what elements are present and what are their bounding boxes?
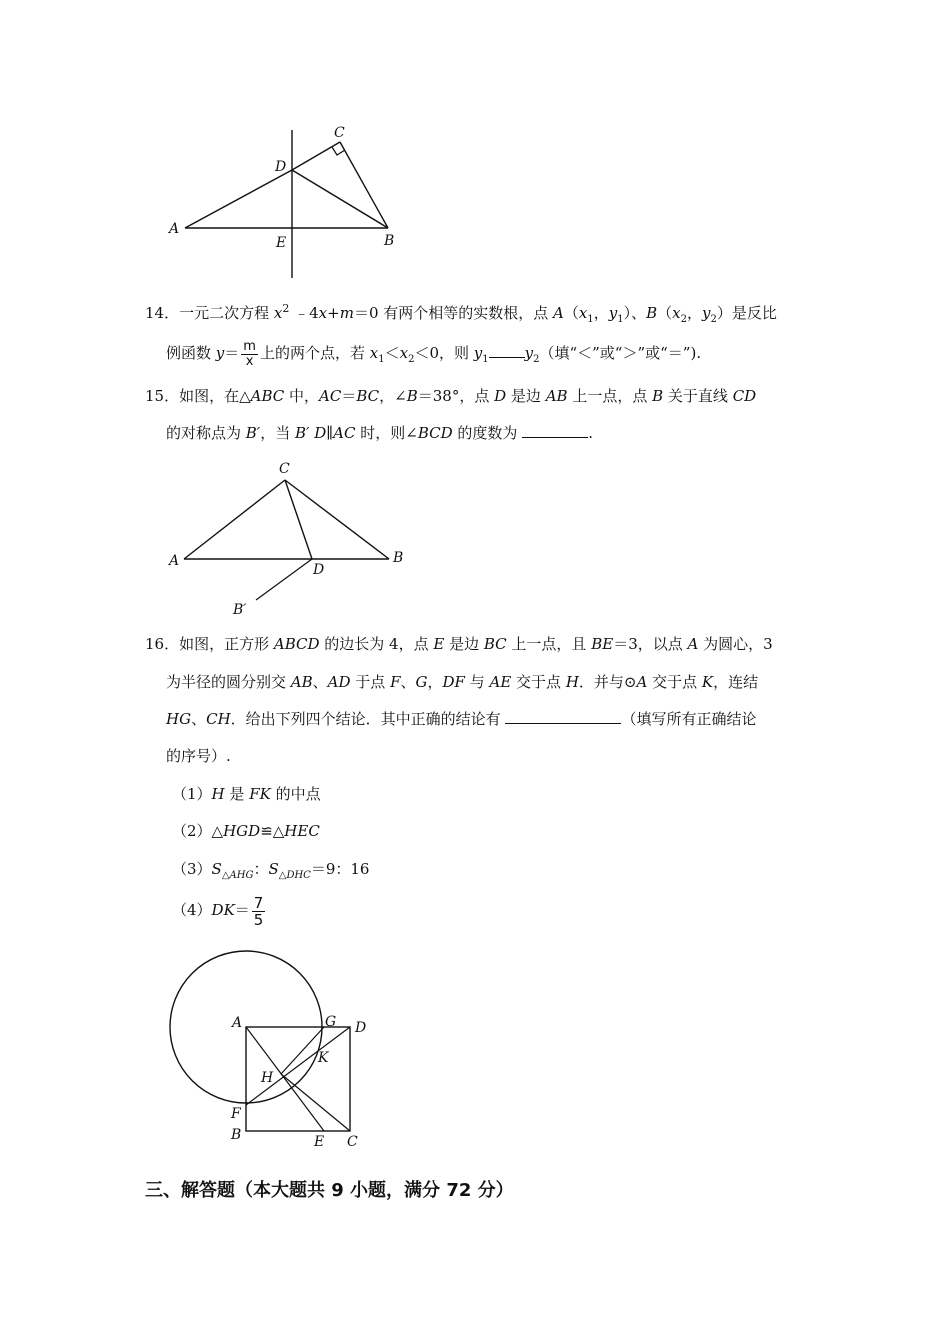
figure-15: [160, 455, 420, 620]
question-15-line-1: 15．如图，在△ABC 中，AC＝BC，∠B＝38°，点 D 是边 AB 上一点，点 B 关于直线 CD: [145, 387, 757, 405]
segment-CD: [285, 480, 312, 559]
segment-AC: [184, 480, 285, 559]
question-14-line-2: 例函数 y＝ $\frac{m}{x}$ 上的两个点，若 $x_1<x_2<0$，则 $y_1$ $y_2$（填“＜”或“＞”或“＝”).: [166, 338, 702, 369]
answer-blank-15[interactable]: [522, 437, 588, 438]
label-B-prime: B′: [233, 602, 247, 618]
label-G: G: [325, 1014, 337, 1030]
label-C: C: [347, 1134, 358, 1150]
conclusion-4: （4）DK＝ $\frac{7}{5}$: [172, 893, 264, 929]
label-A: A: [169, 553, 180, 569]
label-E: E: [276, 235, 287, 251]
label-B: B: [231, 1127, 242, 1143]
question-number: 16．: [145, 635, 180, 653]
answer-blank-16[interactable]: [505, 723, 621, 724]
segment-DB: [292, 170, 388, 228]
label-H: H: [261, 1070, 274, 1086]
question-number: 15．: [145, 387, 180, 405]
question-16-line-3: HG、CH．给出下列四个结论．其中正确的结论有 （填写所有正确结论: [166, 710, 757, 728]
figure-13: [160, 120, 420, 285]
label-K: K: [318, 1050, 329, 1066]
segment-FD: [246, 1027, 350, 1105]
label-A: A: [232, 1015, 243, 1031]
conclusion-1: （1）H 是 FK 的中点: [172, 785, 321, 803]
label-A: A: [169, 221, 180, 237]
conclusion-3: $(3)S_{\triangle AHG}$：$S_{\triangle DHC}=9$：16: [172, 860, 370, 881]
segment-DBprime: [256, 559, 312, 600]
segment-AD: [185, 170, 292, 228]
question-number: 14．: [145, 304, 180, 322]
segment-CB: [285, 480, 389, 559]
fraction-m-over-x: $\frac{m}{x}$: [243, 338, 256, 369]
segment-AE: [246, 1027, 324, 1131]
question-16-line-4: 的序号）.: [166, 747, 231, 765]
fraction-7-over-5: $\frac{7}{5}$: [253, 893, 264, 929]
label-B: B: [384, 233, 395, 249]
conclusion-2: （2）△HGD≌△HEC: [172, 822, 320, 840]
label-C: C: [279, 461, 290, 477]
label-B: B: [393, 550, 404, 566]
question-15-line-2: 的对称点为 B′，当 B′ D∥AC 时，则∠BCD 的度数为 .: [166, 424, 593, 442]
segment-HC: [281, 1074, 350, 1131]
segment-DC: [292, 142, 340, 170]
question-16-line-2: 为半径的圆分别交 AB、AD 于点 F、G，DF 与 AE 交于点 H．并与⊙A 交于点 K，连结: [166, 673, 759, 691]
label-D: D: [355, 1020, 367, 1036]
label-D: D: [275, 159, 287, 175]
question-16-line-1: 16．如图，正方形 ABCD 的边长为 4，点 E 是边 BC 上一点，且 BE＝3，以点 A 为圆心，3: [145, 635, 773, 653]
label-D: D: [313, 562, 325, 578]
answer-blank-14[interactable]: [489, 357, 525, 358]
question-14-line-1: 14．一元二次方程 $x^2$ ﹣4x+m＝0 有两个相等的实数根，点 $A(x_1$，$y_1$）、$B(x_2$，$y_2$）是反比: [145, 302, 777, 325]
segment-CB: [340, 142, 388, 228]
label-F: F: [231, 1106, 241, 1122]
figure-16: [160, 945, 390, 1155]
section-heading: 三、解答题（本大题共 9 小题，满分 72 分）: [145, 1180, 514, 1201]
label-C: C: [334, 125, 345, 141]
label-E: E: [314, 1134, 325, 1150]
